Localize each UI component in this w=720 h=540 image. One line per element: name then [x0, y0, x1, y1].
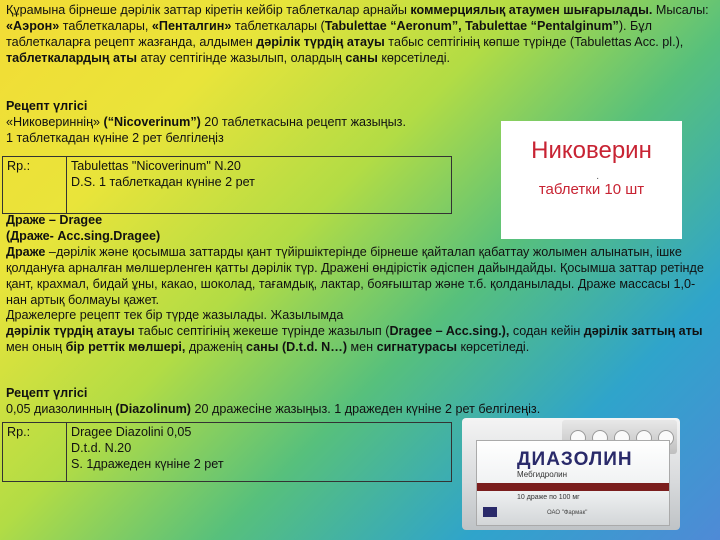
section-title: Драже – Dragee: [6, 213, 103, 227]
maker-logo-icon: [483, 507, 497, 517]
recipe-text: 20 дражесіне жазыңыз. 1 дражеден күніне 2 рет белгілеңіз.: [190, 401, 541, 416]
rx-label: Rp.:: [3, 423, 67, 482]
recipe-heading: Рецепт үлгісі: [6, 99, 88, 113]
dragee-text: –дәрілік және қосымша заттарды қант түйіршіктерінде бірнеше қайталап қабаттау жолымен алынатын, ішке қолдануға арналған мөлшерленген қатты дәрілік түр. Дражені өндірістік әдіспен дайындайды. Қосымша заттар ретінде қант, крахмал, бидай ұны, какао, шоколад, тағамдық, лактар, бояғыштар және т.б. қолданылады. Драже массасы 1,0-нан артық болмауы қажет.: [6, 244, 704, 307]
intro-bold: «Пенталгин»: [151, 18, 232, 33]
recipe-text: «Никовериннің»: [6, 114, 104, 129]
nicoverin-dot: ·: [596, 173, 600, 184]
recipe-text: 0,05 диазолинның: [6, 401, 116, 416]
rx-line: S. 1дражеден күніне 2 рет: [71, 456, 224, 471]
dragee-section: [6, 213, 712, 356]
intro-bold: «Аэрон»: [6, 18, 60, 33]
intro-bold: Tabulettae “Aeronum”, Tabulettae “Pentalginum”: [324, 18, 619, 33]
intro-text: табыс септігінің көпше түрінде (Tabulettas Acc. pl.),: [384, 34, 684, 49]
recipe-bold: (“Nicoverinum”): [103, 114, 201, 129]
dragee-bold: дәрілік заттың аты: [583, 324, 703, 339]
dragee-bold: Dragee – Acc.sing.),: [389, 324, 510, 339]
dragee-bold: саны (D.t.d. N…): [245, 340, 348, 355]
dragee-bold: дәрілік түрдің атауы: [6, 324, 135, 339]
rx-content: [67, 423, 452, 482]
dragee-text: мен оның: [6, 340, 66, 355]
nicoverin-subtitle: таблетки 10 шт: [538, 181, 645, 198]
nicoverin-title: Никоверин: [531, 137, 652, 164]
recipe-heading: Рецепт үлгісі: [6, 386, 88, 400]
dragee-bold: бір реттік мөлшері,: [65, 340, 186, 355]
rx-line: D.S. 1 таблеткадан күніне 2 рет: [71, 174, 255, 189]
dragee-text: дражeнің: [185, 340, 246, 355]
diazolin-box: [476, 440, 670, 526]
dragee-text: Дражелерге рецепт тек бір түрде жазылады. Жазылымда: [6, 308, 344, 323]
recipe-example-2: [6, 386, 712, 418]
intro-text: Құрамына бірнеше дәрілік заттар кіретін кейбір таблеткалар арнайы: [6, 3, 411, 17]
prescription-table-1: [2, 156, 452, 214]
dragee-text: көрсетіледі.: [457, 340, 530, 355]
diazolin-count: 10 драже по 100 мг: [517, 494, 580, 501]
intro-bold: коммерциялық атаумен шығарылады.: [410, 3, 653, 17]
recipe-text: 1 таблеткадан күніне 2 рет белгілеңіз: [6, 130, 224, 145]
recipe-text: 20 таблеткасына рецепт жазыңыз.: [200, 114, 406, 129]
diazolin-name: ДИАЗОЛИН: [517, 449, 633, 470]
prescription-table-2: [2, 422, 452, 482]
box-stripe: [477, 483, 669, 491]
section-subtitle: (Драже- Acc.sing.Dragee): [6, 228, 161, 243]
diazolin-maker: ОАО "Фармак": [547, 510, 588, 516]
intro-text: таблеткалары (: [231, 18, 325, 33]
intro-bold: дәрілік түрдің атауы: [256, 34, 385, 49]
intro-text: таблеткалары,: [59, 18, 152, 33]
intro-text: көрсетіледі.: [377, 50, 451, 65]
rx-line: Dragee Diazolini 0,05: [71, 425, 192, 439]
rx-label: Rp.:: [3, 157, 67, 214]
rx-content: [67, 157, 452, 214]
intro-bold: саны: [345, 50, 378, 65]
rx-line: D.t.d. N.20: [71, 440, 132, 455]
dragee-bold: Драже: [6, 244, 46, 259]
intro-text: ). Бұл таблеткаларға рецепт жазғанда, алдымен: [6, 18, 652, 49]
recipe-example-1: [6, 99, 476, 147]
recipe-bold: (Diazolinum): [115, 401, 191, 416]
intro-text: атау септігінде жазылып, олардың: [136, 50, 346, 65]
rx-line: Tabulettas "Nicoverinum" N.20: [71, 159, 241, 173]
dragee-text: табыс септігінің жекеше түрінде жазылып (: [134, 324, 390, 339]
diazolin-package-image: [462, 418, 680, 530]
intro-bold: таблеткалардың аты: [6, 50, 137, 65]
diazolin-inn: Мебгидролин: [517, 470, 568, 479]
dragee-text: мен: [347, 340, 377, 355]
dragee-text: содан кейін: [509, 324, 584, 339]
intro-paragraph: [6, 3, 712, 67]
intro-text: Мысалы:: [652, 3, 709, 17]
dragee-bold: сигнатурасы: [376, 340, 458, 355]
